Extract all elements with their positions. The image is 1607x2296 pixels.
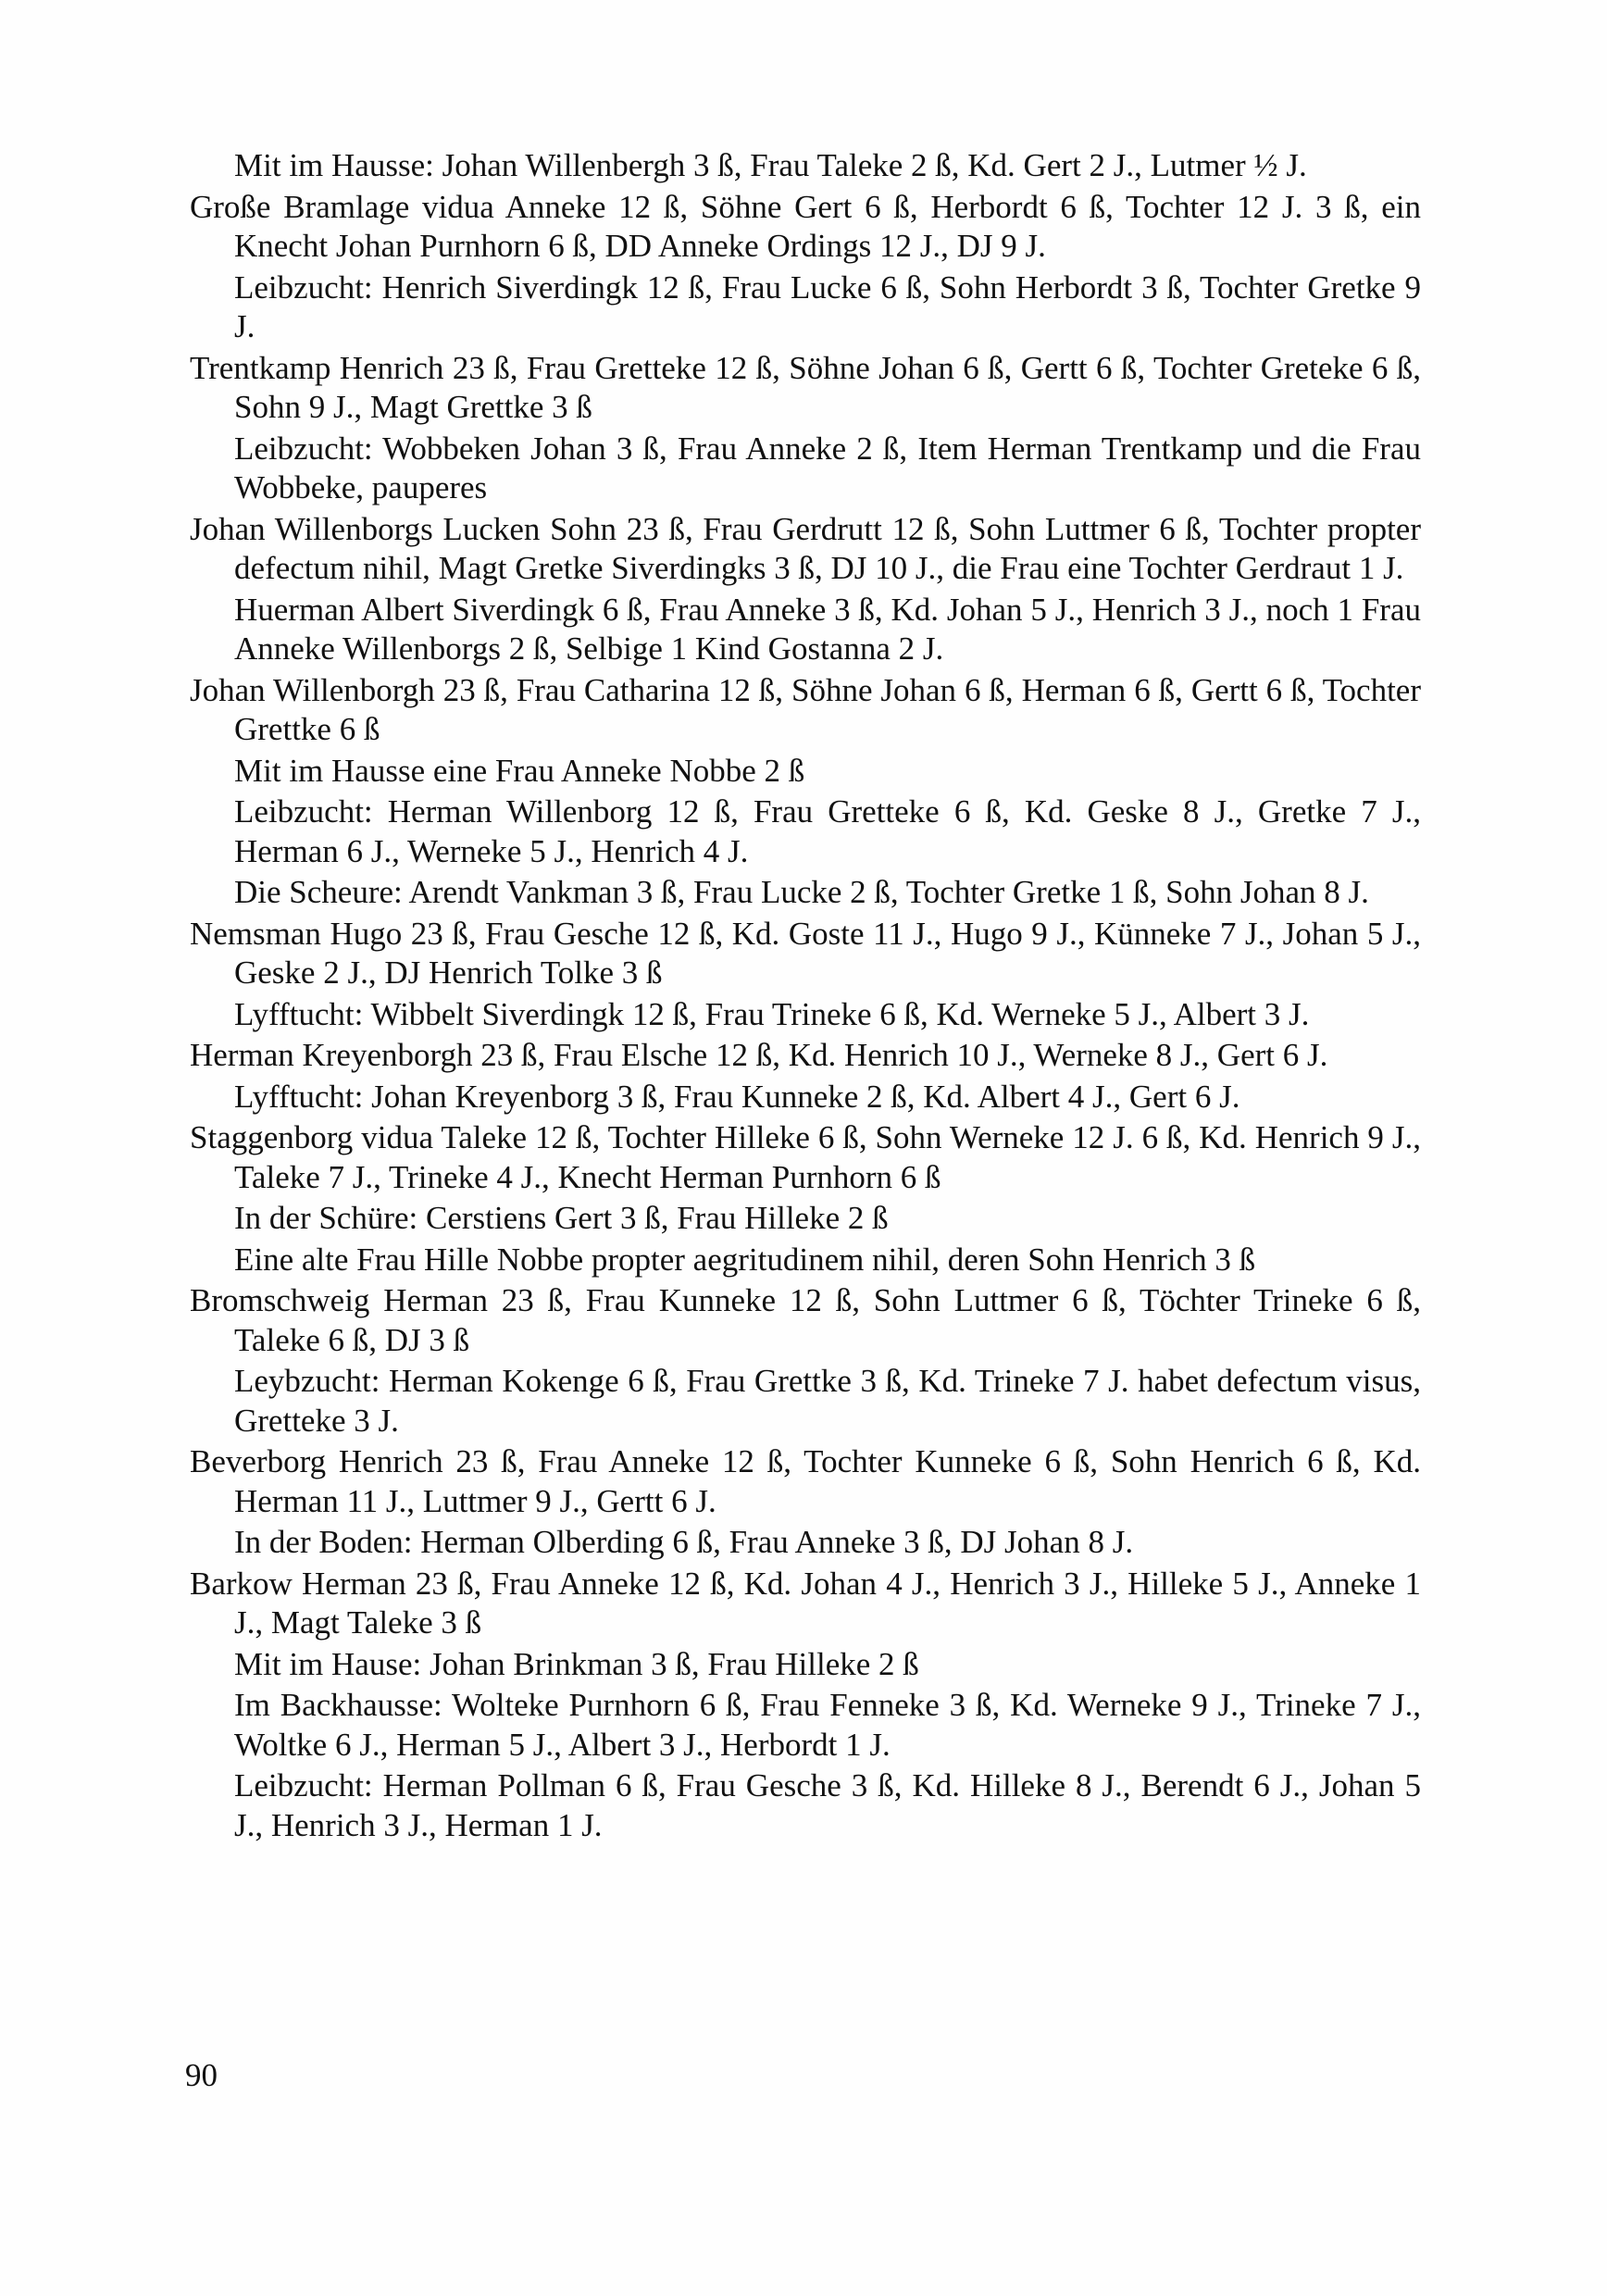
- household-entry-sub: Huerman Albert Siverdingk 6 ß, Frau Anneke 3 ß, Kd. Johan 5 J., Henrich 3 J., noch 1 Frau Anneke Willenborgs 2 ß, Selbige 1 Kind Gostanna 2 J.: [234, 591, 1421, 667]
- household-entry-sub: In der Schüre: Cerstiens Gert 3 ß, Frau Hilleke 2 ß: [234, 1200, 889, 1236]
- household-entry: Bromschweig Herman 23 ß, Frau Kunneke 12 ß, Sohn Luttmer 6 ß, Töchter Trineke 6 ß, Taleke 6 ß, DJ 3 ß: [190, 1282, 1421, 1358]
- household-entry-sub: Lyfftucht: Johan Kreyenborg 3 ß, Frau Kunneke 2 ß, Kd. Albert 4 J., Gert 6 J.: [234, 1078, 1240, 1115]
- household-entry-sub: Leybzucht: Herman Kokenge 6 ß, Frau Grettke 3 ß, Kd. Trineke 7 J. habet defectum visus, Gretteke 3 J.: [234, 1363, 1421, 1439]
- household-entry-sub: Mit im Hause: Johan Brinkman 3 ß, Frau Hilleke 2 ß: [234, 1645, 919, 1682]
- household-entry: Herman Kreyenborgh 23 ß, Frau Elsche 12 ß, Kd. Henrich 10 J., Werneke 8 J., Gert 6 J.: [190, 1037, 1328, 1073]
- household-entry: Beverborg Henrich 23 ß, Frau Anneke 12 ß, Tochter Kunneke 6 ß, Sohn Henrich 6 ß, Kd. Herman 11 J., Luttmer 9 J., Gertt 6 J.: [190, 1443, 1421, 1519]
- household-entry-sub: Leibzucht: Henrich Siverdingk 12 ß, Frau Lucke 6 ß, Sohn Herbordt 3 ß, Tochter Gretke 9 J.: [234, 268, 1421, 344]
- page-number: 90: [185, 2057, 218, 2093]
- household-entry: Nemsman Hugo 23 ß, Frau Gesche 12 ß, Kd. Goste 11 J., Hugo 9 J., Künneke 7 J., Johan 5 J., Geske 2 J., DJ Henrich Tolke 3 ß: [190, 915, 1421, 991]
- register-text-block: [190, 146, 1421, 1847]
- household-entry: Johan Willenborgh 23 ß, Frau Catharina 12 ß, Söhne Johan 6 ß, Herman 6 ß, Gertt 6 ß, Tochter Grettke 6 ß: [190, 671, 1421, 747]
- household-entry: Große Bramlage vidua Anneke 12 ß, Söhne Gert 6 ß, Herbordt 6 ß, Tochter 12 J. 3 ß, ein Knecht Johan Purnhorn 6 ß, DD Anneke Ordings 12 J., DJ 9 J.: [190, 188, 1421, 264]
- household-entry-sub: Eine alte Frau Hille Nobbe propter aegritudinem nihil, deren Sohn Henrich 3 ß: [234, 1241, 1256, 1278]
- household-entry-sub: Im Backhausse: Wolteke Purnhorn 6 ß, Frau Fenneke 3 ß, Kd. Werneke 9 J., Trineke 7 J., Woltke 6 J., Herman 5 J., Albert 3 J., Herbordt 1 J.: [234, 1687, 1421, 1763]
- household-entry: Trentkamp Henrich 23 ß, Frau Gretteke 12 ß, Söhne Johan 6 ß, Gertt 6 ß, Tochter Greteke 6 ß, Sohn 9 J., Magt Grettke 3 ß: [190, 349, 1421, 425]
- household-entry-sub: Die Scheure: Arendt Vankman 3 ß, Frau Lucke 2 ß, Tochter Gretke 1 ß, Sohn Johan 8 J.: [234, 874, 1369, 910]
- household-entry: Johan Willenborgs Lucken Sohn 23 ß, Frau Gerdrutt 12 ß, Sohn Luttmer 6 ß, Tochter propter defectum nihil, Magt Gretke Siverdingks 3 ß, DJ 10 J., die Frau eine Tochter Gerdraut 1 J.: [190, 510, 1421, 586]
- household-entry-sub: In der Boden: Herman Olberding 6 ß, Frau Anneke 3 ß, DJ Johan 8 J.: [234, 1524, 1134, 1560]
- household-entry-sub: Mit im Hausse: Johan Willenbergh 3 ß, Frau Taleke 2 ß, Kd. Gert 2 J., Lutmer ½ J.: [234, 147, 1307, 183]
- household-entry: Barkow Herman 23 ß, Frau Anneke 12 ß, Kd. Johan 4 J., Henrich 3 J., Hilleke 5 J., Anneke 1 J., Magt Taleke 3 ß: [190, 1565, 1421, 1641]
- household-entry-sub: Mit im Hausse eine Frau Anneke Nobbe 2 ß: [234, 752, 805, 789]
- household-entry: Staggenborg vidua Taleke 12 ß, Tochter Hilleke 6 ß, Sohn Werneke 12 J. 6 ß, Kd. Henrich 9 J., Taleke 7 J., Trineke 4 J., Knecht Herman Purnhorn 6 ß: [190, 1119, 1421, 1195]
- household-entry-sub: Leibzucht: Herman Pollman 6 ß, Frau Gesche 3 ß, Kd. Hilleke 8 J., Berendt 6 J., Johan 5 J., Henrich 3 J., Herman 1 J.: [234, 1767, 1421, 1843]
- household-entry-sub: Leibzucht: Wobbeken Johan 3 ß, Frau Anneke 2 ß, Item Herman Trentkamp und die Frau Wobbeke, pauperes: [234, 430, 1421, 505]
- household-entry-sub: Leibzucht: Herman Willenborg 12 ß, Frau Gretteke 6 ß, Kd. Geske 8 J., Gretke 7 J., Herman 6 J., Werneke 5 J., Henrich 4 J.: [234, 793, 1421, 869]
- household-entry-sub: Lyfftucht: Wibbelt Siverdingk 12 ß, Frau Trineke 6 ß, Kd. Werneke 5 J., Albert 3 J.: [234, 995, 1310, 1032]
